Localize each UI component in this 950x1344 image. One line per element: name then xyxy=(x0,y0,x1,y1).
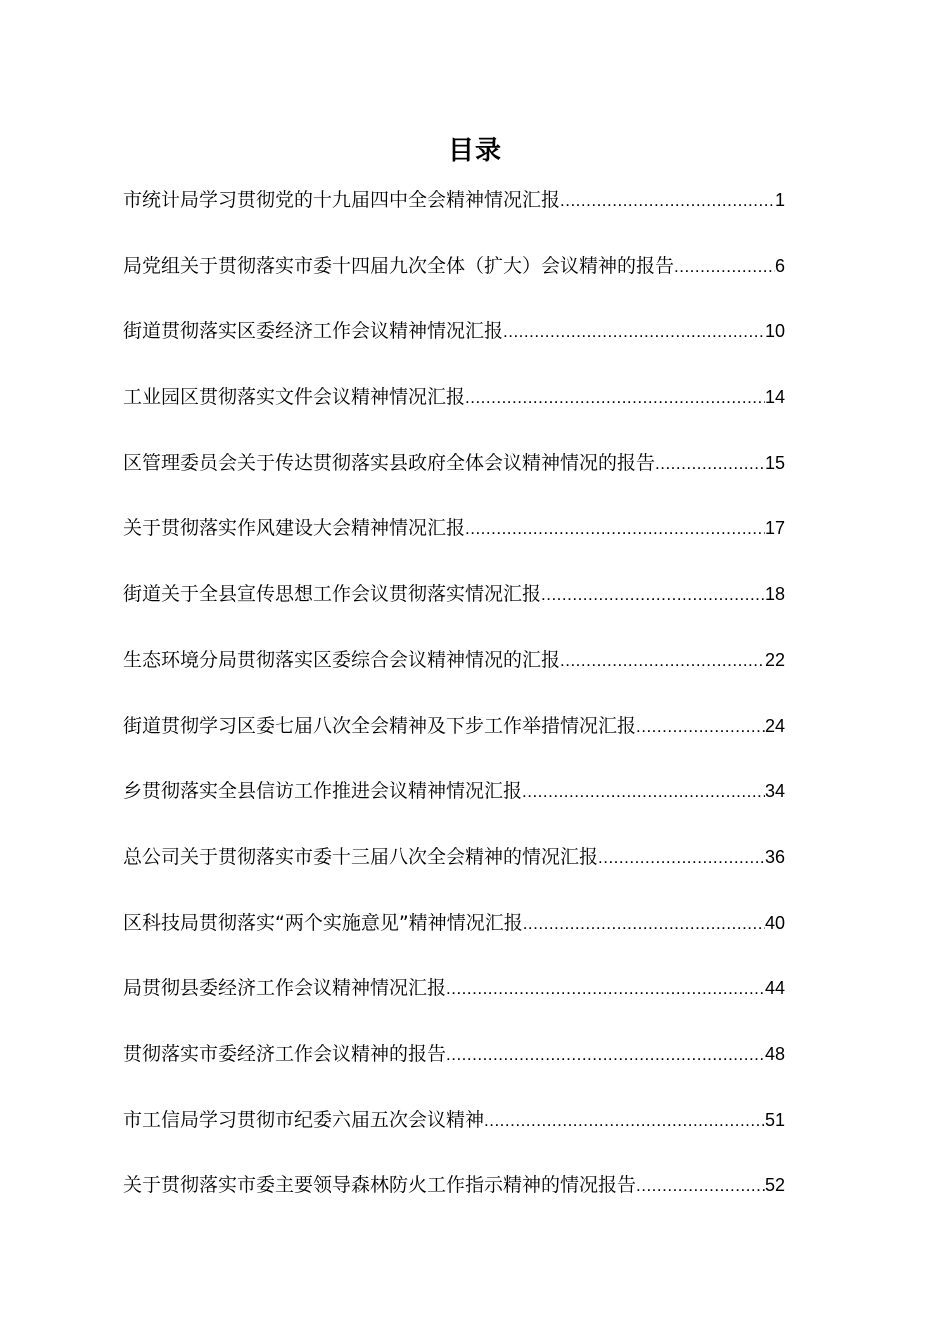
toc-entry-title: 区管理委员会关于传达贯彻落实县政府全体会议精神情况的报告 xyxy=(123,451,656,474)
toc-page-number: 10 xyxy=(764,321,785,342)
toc-entry[interactable] xyxy=(123,907,785,973)
toc-page-number: 22 xyxy=(764,649,785,670)
toc-dot-leader xyxy=(636,711,765,743)
toc-entry[interactable] xyxy=(123,1038,785,1104)
toc-entry[interactable] xyxy=(123,512,785,578)
toc-page-number: 44 xyxy=(764,978,785,999)
toc-entry[interactable] xyxy=(123,184,785,250)
toc-entry-title: 街道关于全县宣传思想工作会议贯彻落实情况汇报 xyxy=(123,583,542,606)
toc-entry-title: 关于贯彻落实市委主要领导森林防火工作指示精神的情况报告 xyxy=(123,1174,637,1197)
toc-dot-leader xyxy=(636,1170,765,1202)
toc-page-number: 51 xyxy=(764,1109,785,1130)
toc-entry[interactable] xyxy=(123,1169,785,1235)
toc-entry-title: 街道贯彻学习区委七届八次全会精神及下步工作举措情况汇报 xyxy=(123,714,637,737)
toc-entry-title: 街道贯彻落实区委经济工作会议精神情况汇报 xyxy=(123,320,504,343)
toc-page-number: 24 xyxy=(764,715,785,736)
toc-entry[interactable] xyxy=(123,315,785,381)
toc-entry[interactable] xyxy=(123,972,785,1038)
toc-entry[interactable] xyxy=(123,775,785,841)
toc-dot-leader xyxy=(446,1039,765,1071)
toc-entry-title: 生态环境分局贯彻落实区委综合会议精神情况的汇报 xyxy=(123,648,561,671)
toc-page-number: 40 xyxy=(764,912,785,933)
toc-dot-leader xyxy=(522,776,765,808)
toc-entry-title: 局党组关于贯彻落实市委十四届九次全体（扩大）会议精神的报告 xyxy=(123,254,675,277)
toc-entry-title: 局贯彻县委经济工作会议精神情况汇报 xyxy=(123,977,447,1000)
toc-entry[interactable] xyxy=(123,578,785,644)
toc-dot-leader xyxy=(484,1105,765,1137)
toc-dot-leader xyxy=(465,513,765,545)
toc-page-number: 48 xyxy=(764,1043,785,1064)
toc-entry[interactable] xyxy=(123,710,785,776)
toc-dot-leader xyxy=(446,973,765,1005)
toc-title: 目录 xyxy=(447,136,502,166)
toc-dot-leader xyxy=(465,382,765,414)
toc-dot-leader xyxy=(503,316,765,348)
toc-entry-title: 总公司关于贯彻落实市委十三届八次全会精神的情况汇报 xyxy=(123,845,599,868)
toc-entry-title: 关于贯彻落实作风建设大会精神情况汇报 xyxy=(123,517,466,540)
toc-entry[interactable] xyxy=(123,447,785,513)
toc-dot-leader xyxy=(674,251,775,283)
toc-dot-leader xyxy=(560,185,775,217)
toc-entry-title: 区科技局贯彻落实“两个实施意见”精神情况汇报 xyxy=(123,911,523,934)
toc-list xyxy=(123,184,785,1235)
toc-dot-leader xyxy=(560,645,765,677)
toc-dot-leader xyxy=(541,579,765,611)
toc-entry[interactable] xyxy=(123,250,785,316)
toc-page-number: 18 xyxy=(764,584,785,605)
toc-entry[interactable] xyxy=(123,381,785,447)
toc-dot-leader xyxy=(655,448,765,480)
toc-entry-title: 工业园区贯彻落实文件会议精神情况汇报 xyxy=(123,386,466,409)
toc-page-number: 17 xyxy=(764,518,785,539)
toc-dot-leader xyxy=(523,908,765,940)
toc-entry-title: 市工信局学习贯彻市纪委六届五次会议精神 xyxy=(123,1108,485,1131)
toc-page-number: 36 xyxy=(764,846,785,867)
toc-entry[interactable] xyxy=(123,841,785,907)
toc-page-number: 15 xyxy=(764,452,785,473)
toc-entry[interactable] xyxy=(123,644,785,710)
toc-page-number: 6 xyxy=(774,255,785,276)
toc-dot-leader xyxy=(598,842,765,874)
toc-page-number: 52 xyxy=(764,1175,785,1196)
toc-page-number: 34 xyxy=(764,781,785,802)
toc-page-number: 1 xyxy=(774,190,785,210)
toc-entry[interactable] xyxy=(123,1104,785,1170)
toc-entry-title: 乡贯彻落实全县信访工作推进会议精神情况汇报 xyxy=(123,780,523,803)
toc-page-number: 14 xyxy=(764,387,785,408)
toc-entry-title: 贯彻落实市委经济工作会议精神的报告 xyxy=(123,1042,447,1065)
toc-entry-title: 市统计局学习贯彻党的十九届四中全会精神情况汇报 xyxy=(123,189,561,211)
